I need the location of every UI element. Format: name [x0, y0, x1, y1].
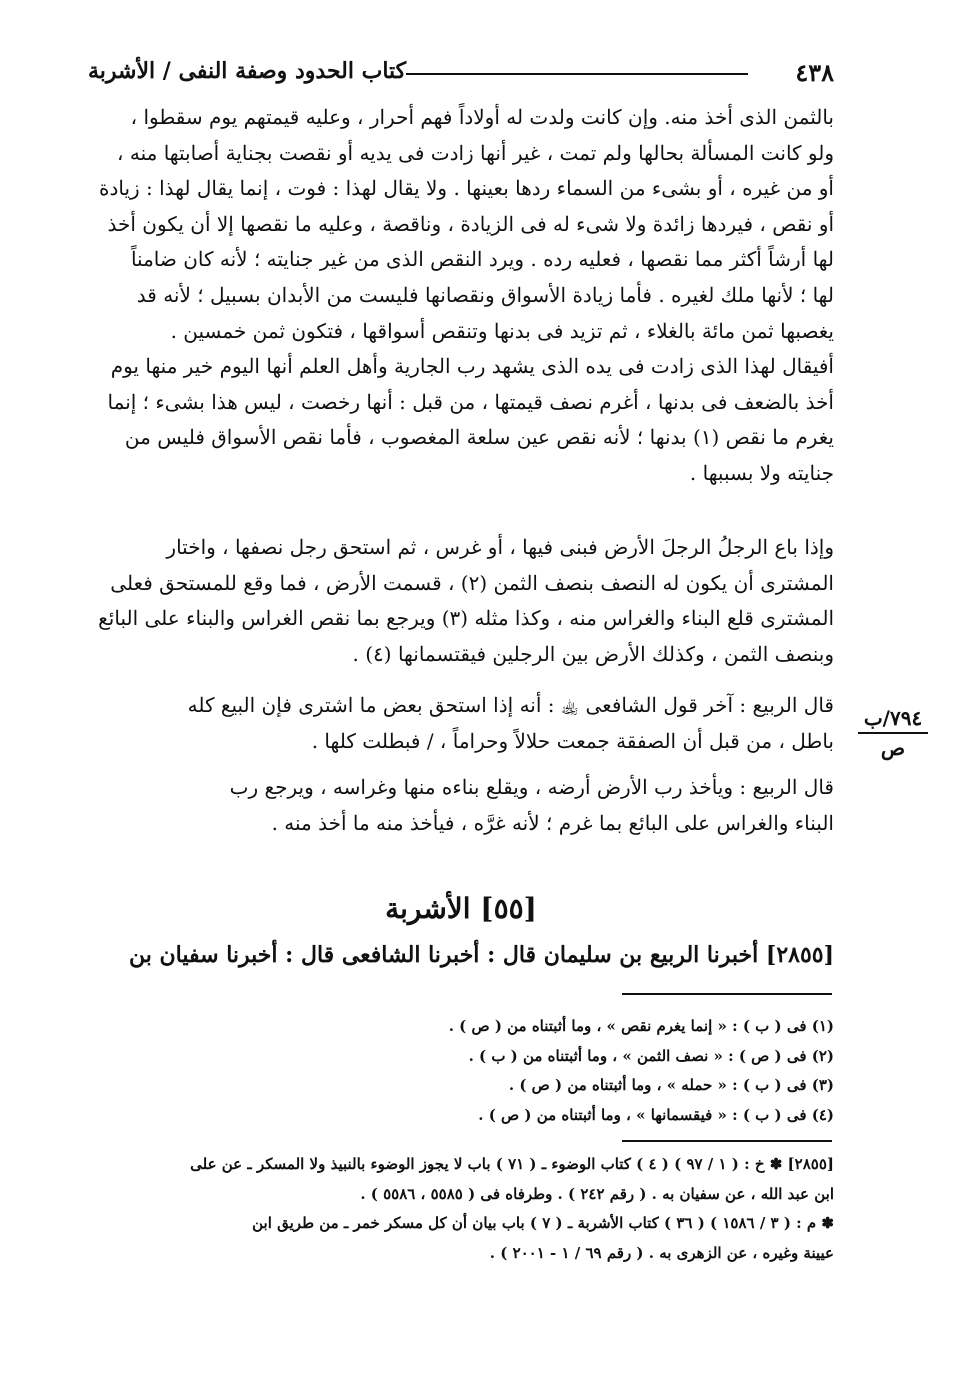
takhrij-line: [٢٨٥٥] ✽ خ : ( ١ / ٩٧ ) ( ٤ ) كتاب الوضوء ـ ( ٧١ ) باب لا يجوز الوضوء بالنبيذ ولا المسكر ـ عن على	[190, 1155, 834, 1173]
hadith-opening: [٢٨٥٥] أخبرنا الربيع بن سليمان قال : أخبرنا الشافعى قال : أخبرنا سفيان بن	[128, 942, 834, 968]
text-line: ولو كانت المسألة بحالها ولم تمت ، غير أنها زادت فى يديه أو نقصت بجناية أصابتها منه ،	[117, 140, 834, 165]
footnote-separator	[622, 993, 832, 995]
paragraph-2	[88, 530, 834, 672]
footnotes	[200, 1012, 834, 1130]
takhrij-line: ✽ م : ( ٣ / ١٥٨٦ ) ( ٣٦ ) كتاب الأشربة ـ ( ٧ ) باب بيان أن كل مسكر خمر ـ من طريق ابن	[252, 1214, 834, 1232]
text-line: لها ؛ لأنها ملك لغيره . فأما زيادة الأسواق ونقصانها فليست من الأبدان بسبيل ؛ لأنه قد	[136, 282, 834, 307]
footnote: (٤) فى ( ب ) : « فيقسمانها » ، وما أثبتناه من ( ص ) .	[478, 1105, 834, 1124]
text-line: قال الربيع : ويأخذ رب الأرض أرضه ، ويقلع بناءه منها وغراسه ، ويرجع رب	[229, 775, 834, 799]
margin-rule	[858, 732, 928, 734]
text-line: باطل ، من قبل أن الصفقة جمعت حلالاً وحراماً ، / فبطلت كلها .	[311, 728, 834, 753]
text-line: قال الربيع : آخر قول الشافعى ﵀ : أنه إذا استحق بعض ما اشترى فإن البيع كله	[187, 693, 834, 717]
text-line: أو نقص ، فيردها زائدة ولا شىء له فى الزيادة ، وناقصة ، وعليه ما نقصها إلا أن يكون أخذ	[107, 211, 834, 236]
paragraph-3	[88, 688, 834, 759]
takhrij-notes	[88, 1150, 834, 1268]
takhrij-line: عيينة وغيره ، عن الزهرى به . ( رقم ٦٩ / ١ - ٢٠٠١ ) .	[489, 1243, 834, 1262]
text-line: أخذ بالضعف فى بدنها ، أغرم نصف قيمتها ، من قبل : أنها رخصت ، ليس هذا بشىء ؛ إنما	[107, 389, 834, 414]
text-line: المشترى أن يكون له النصف بنصف الثمن (٢) ، قسمت الأرض ، فما وقع للمستحق فعلى	[110, 570, 834, 595]
text-line: وإذا باع الرجلُ الرجلَ الأرض فبنى فيها ، أو غرس ، ثم استحق رجل نصفها ، واختار	[166, 535, 834, 559]
manuscript-siglum: ص	[880, 736, 906, 760]
text-line: وبنصف الثمن ، وكذلك الأرض بين الرجلين فيقتسمانها (٤) .	[352, 641, 834, 666]
footnote: (٣) فى ( ب ) : « حمله » ، وما أثبتناه من ( ص ) .	[508, 1076, 834, 1094]
text-line: لها أرشاً أكثر مما نقصها ، فعليه رده . ويرد النقص الذى من غير جنايته ؛ لأنه كان ضامناً	[130, 247, 834, 272]
text-line: أفيقال لهذا الذى زادت فى يده الذى يشهد رب الجارية وأهل العلم أنها اليوم خير منها يوم	[110, 354, 834, 379]
text-line: جنايته ولا بسببها .	[689, 460, 834, 485]
text-line: يغصبها ثمن مائة بالغلاء ، ثم تزيد فى بدنها وتنقص أسواقها ، فتكون ثمن خمسين .	[170, 318, 834, 343]
section-title: [٥٥] الأشربة	[385, 892, 537, 925]
text-line: البناء والغراس على البائع بما غرم ؛ لأنه غرَّه ، فيأخذ منه ما أخذ منه .	[271, 810, 834, 835]
takhrij-separator	[622, 1140, 832, 1142]
paragraph-4	[88, 770, 834, 841]
page-header	[88, 54, 834, 94]
takhrij-line: ابن عبد الله ، عن سفيان به . ( رقم ٢٤٢ ) . وطرفاه فى ( ٥٥٨٥ ، ٥٥٨٦ ) .	[360, 1184, 834, 1203]
footnote: (١) فى ( ب ) : « إنما يغرم نقص » ، وما أثبتناه من ( ص ) .	[448, 1017, 834, 1035]
text-line: المشترى قلع البناء والغراس منه ، وكذا مثله (٣) ويرجع بما نقص الغراس والبناء على البائع	[98, 606, 834, 631]
text-line: يغرم ما نقص (١) بدنها ؛ لأنه نقص عين سلعة المغصوب ، فأما نقص الأسواق فليس من	[124, 425, 834, 450]
paragraph-1	[88, 100, 834, 492]
text-line: أو من غيره ، أو بشىء من السماء ردها بعينها . ولا يقال لهذا : فوت ، إنما يقال لهذا : زيادة	[98, 176, 834, 201]
text-line: بالثمن الذى أخذ منه. وإن كانت ولدت له أولاداً فهم أحرار ، وعليه قيمتهم يوم سقطوا ،	[130, 105, 834, 129]
running-title: كتاب الحدود وصفة النفى / الأشربة	[88, 58, 407, 84]
header-rule	[406, 73, 748, 75]
footnote: (٢) فى ( ص ) : « نصف الثمن » ، وما أثبتناه من ( ب ) .	[468, 1046, 834, 1065]
folio-marker: ٧٩٤/ب	[863, 706, 923, 730]
manuscript-margin-note	[858, 706, 928, 760]
page-number: ٤٣٨	[795, 58, 834, 87]
